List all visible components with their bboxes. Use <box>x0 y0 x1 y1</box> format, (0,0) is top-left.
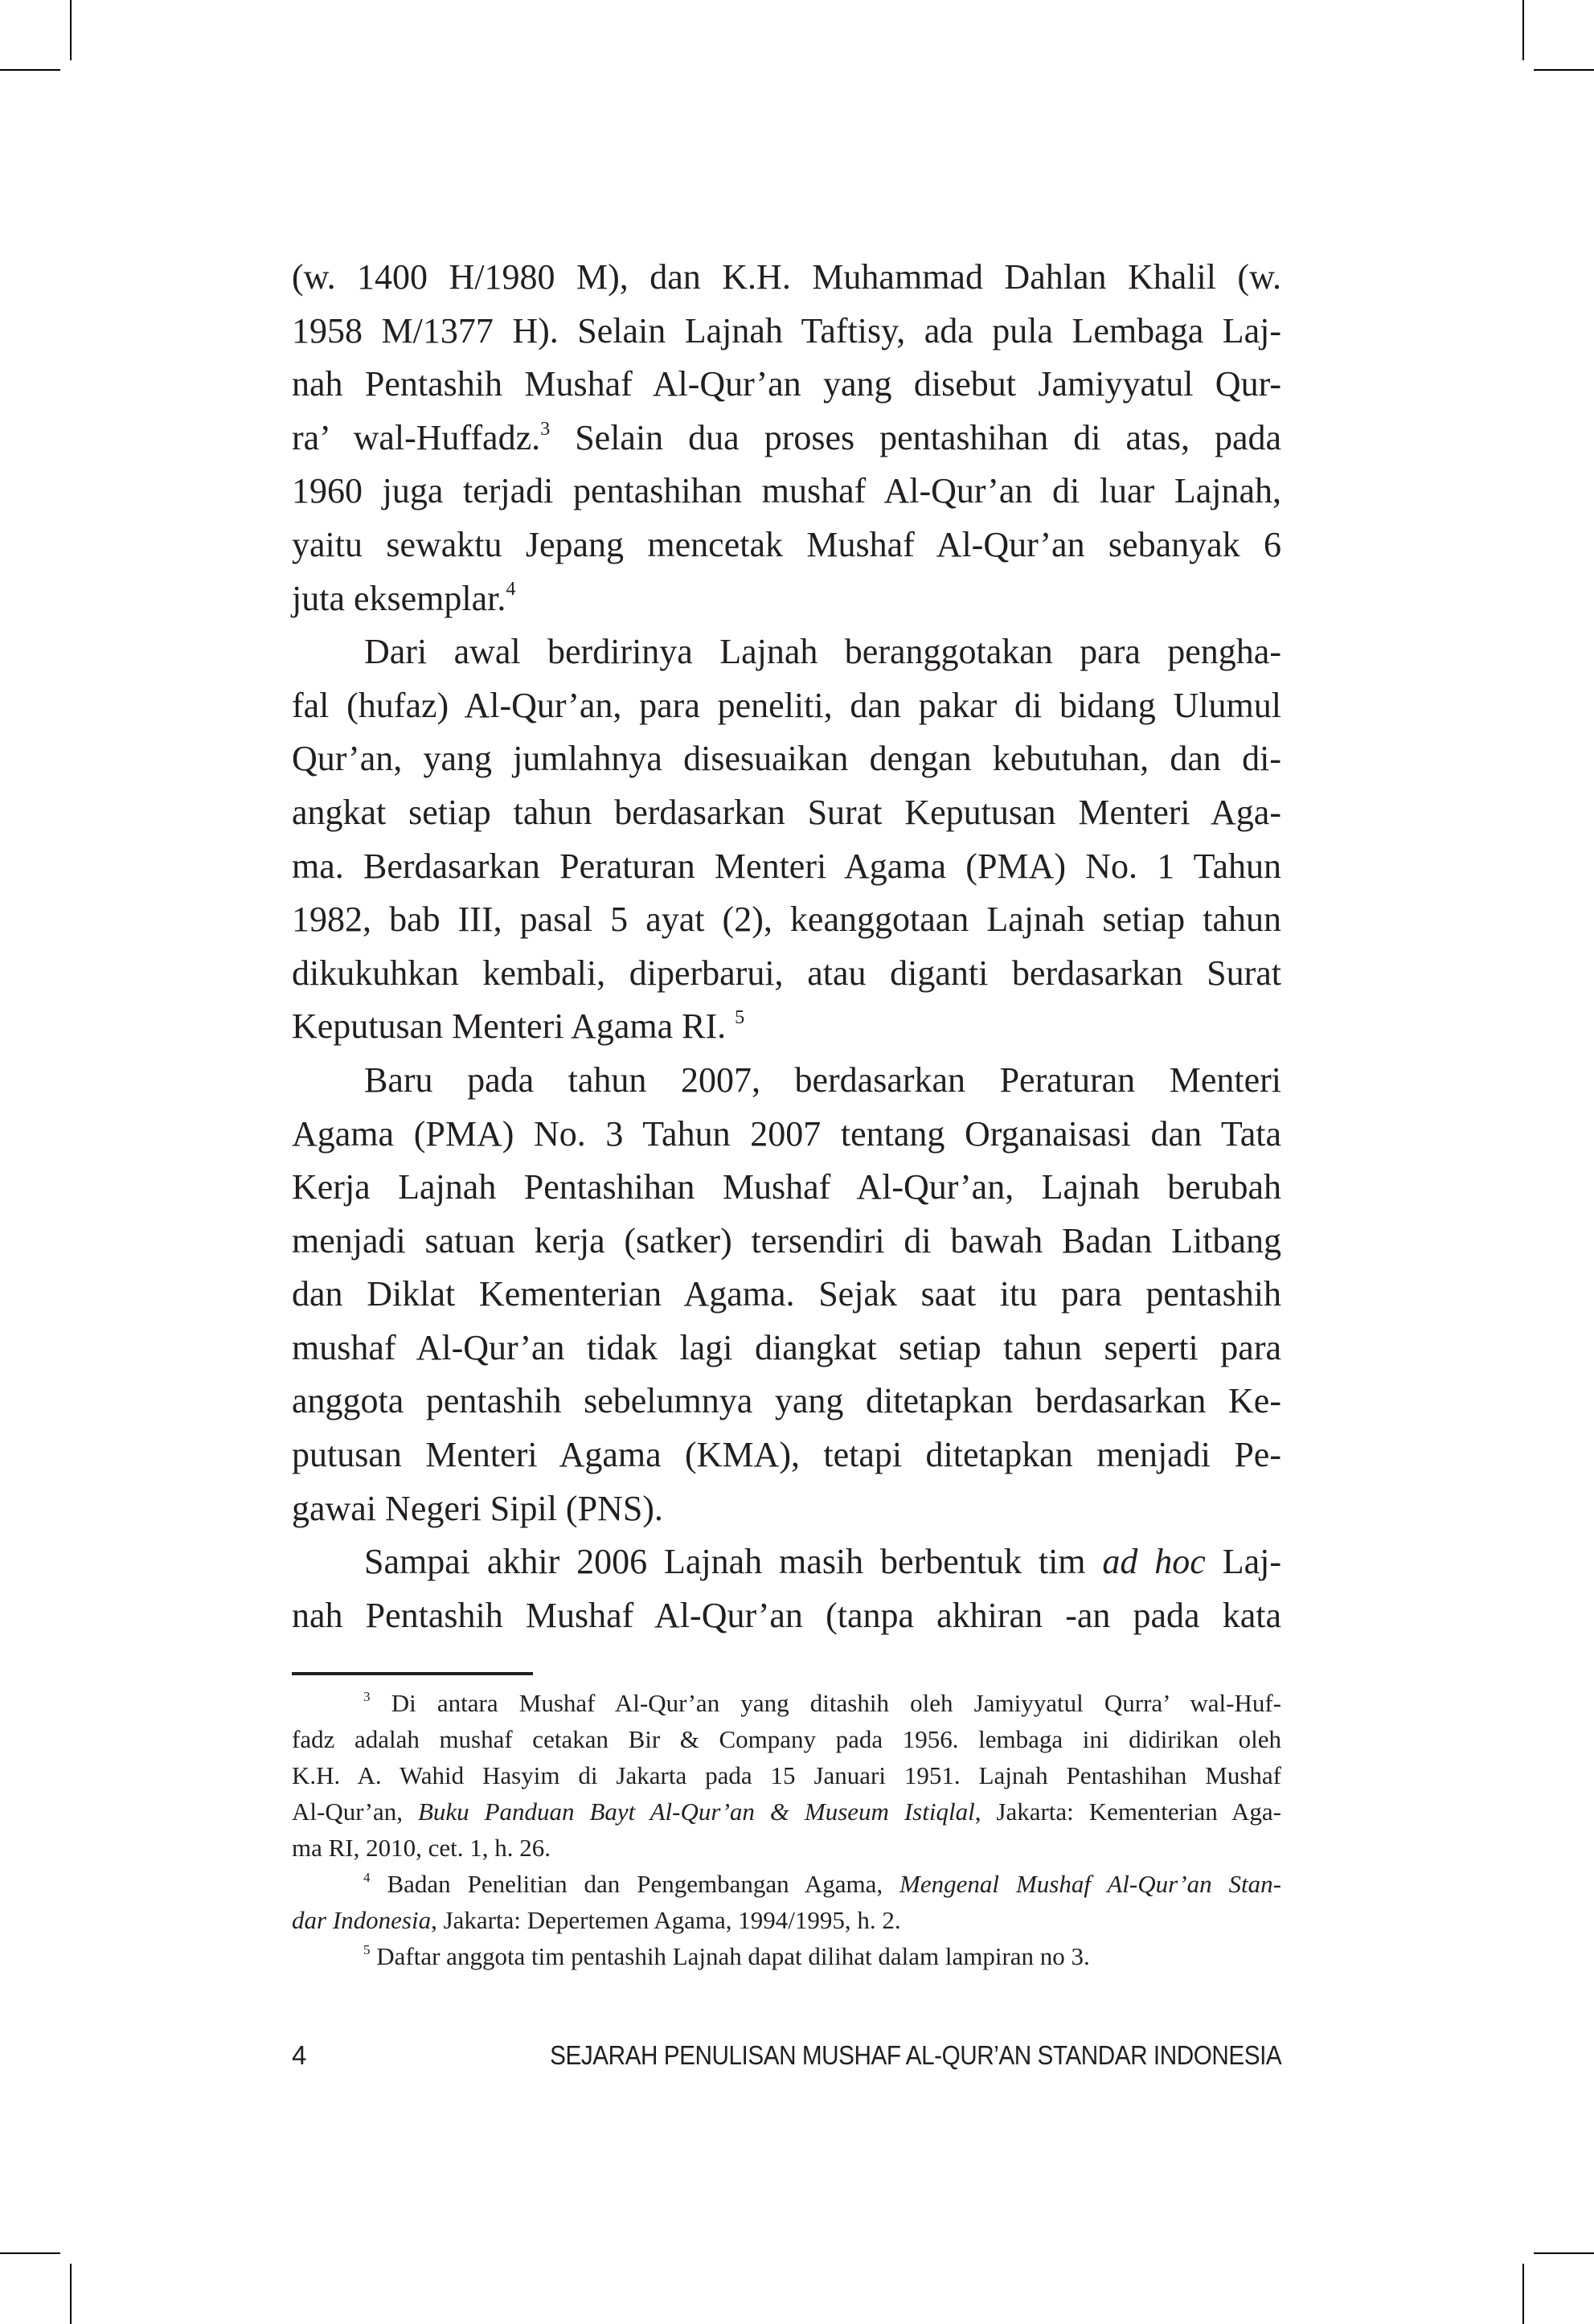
text-line: Kerja Lajnah Pentashihan Mushaf Al-Qur’an, Lajnah berubah <box>292 1167 1281 1207</box>
text-segment: , Jakarta: Kementerian Aga- <box>974 1797 1281 1826</box>
text-line: dan Diklat Kementerian Agama. Sejak saat itu para pentashih <box>292 1274 1281 1314</box>
book-title-italic: Buku Panduan Bayt Al-Qur’an & Museum Istiqlal <box>417 1797 975 1826</box>
footnote-ref-3[interactable]: 3 <box>540 417 551 440</box>
footnote-number: 4 <box>363 1870 371 1886</box>
text-line: anggota pentashih sebelumnya yang ditetapkan berdasarkan Ke- <box>292 1381 1281 1421</box>
text-segment: , Jakarta: Depertemen Agama, 1994/1995, h. 2. <box>431 1906 901 1934</box>
italic-term: ad hoc <box>1102 1542 1206 1582</box>
text-segment: Selain dua proses pentashihan di atas, pada <box>550 417 1282 457</box>
footnote-ref-4[interactable]: 4 <box>506 578 516 600</box>
text-segment: Laj- <box>1205 1542 1281 1582</box>
text-line: dikukuhkan kembali, diperbarui, atau diganti berdasarkan Surat <box>292 953 1281 993</box>
text-line <box>292 1866 1281 1902</box>
text-segment: Badan Penelitian dan Pengembangan Agama, <box>370 1870 900 1898</box>
paragraph-4 <box>292 1535 1281 1642</box>
text-line: (w. 1400 H/1980 M), dan K.H. Muhammad Dahlan Khalil (w. <box>292 257 1281 297</box>
crop-mark-top-right-horizontal <box>1534 69 1594 71</box>
text-line: menjadi satuan kerja (satker) tersendiri di bawah Badan Litbang <box>292 1220 1281 1260</box>
text-segment: Sampai akhir 2006 Lajnah masih berbentuk tim <box>364 1542 1103 1582</box>
crop-mark-bottom-left-horizontal <box>0 2252 60 2254</box>
text-line: fadz adalah mushaf cetakan Bir & Company pada 1956. lembaga ini didirikan oleh <box>292 1725 1281 1753</box>
paragraph-2 <box>292 625 1281 1054</box>
crop-mark-bottom-right-horizontal <box>1534 2252 1594 2254</box>
text-segment: juta eksemplar. <box>292 578 506 618</box>
paragraph-1 <box>292 251 1281 625</box>
text-line: putusan Menteri Agama (KMA), tetapi ditetapkan menjadi Pe- <box>292 1435 1281 1475</box>
text-segment: Keputusan Menteri Agama RI. <box>292 1006 736 1047</box>
text-line: gawai Negeri Sipil (PNS). <box>292 1488 663 1528</box>
text-segment: Daftar anggota tim pentashih Lajnah dapat dilihat dalam lampiran no 3. <box>370 1942 1090 1970</box>
text-line <box>292 1535 1281 1589</box>
footnote-ref-5[interactable]: 5 <box>735 1006 745 1029</box>
running-footer <box>292 2040 1281 2076</box>
page-number: 4 <box>292 2040 307 2070</box>
text-line: fal (hufaz) Al-Qur’an, para peneliti, dan pakar di bidang Ulumul <box>292 685 1281 725</box>
text-line <box>292 1902 1281 1938</box>
text-segment: Al-Qur’an, <box>292 1797 418 1826</box>
text-line <box>292 1685 1281 1721</box>
text-line: ma. Berdasarkan Peraturan Menteri Agama (PMA) No. 1 Tahun <box>292 846 1281 886</box>
text-line: Baru pada tahun 2007, berdasarkan Peraturan Menteri <box>364 1060 1281 1100</box>
text-line: 1982, bab III, pasal 5 ayat (2), keanggotaan Lajnah setiap tahun <box>292 900 1281 940</box>
text-line: K.H. A. Wahid Hasyim di Jakarta pada 15 Januari 1951. Lajnah Pentashihan Mushaf <box>292 1761 1281 1789</box>
text-line: Dari awal berdirinya Lajnah beranggotakan para pengha- <box>364 632 1281 672</box>
text-line: Agama (PMA) No. 3 Tahun 2007 tentang Organaisasi dan Tata <box>292 1113 1281 1154</box>
text-line: nah Pentashih Mushaf Al-Qur’an yang disebut Jamiyyatul Qur- <box>292 364 1281 404</box>
crop-mark-top-right-vertical <box>1522 0 1524 60</box>
text-line: ma RI, 2010, cet. 1, h. 26. <box>292 1834 551 1862</box>
text-line: nah Pentashih Mushaf Al-Qur’an (tanpa akhiran -an pada kata <box>292 1595 1281 1635</box>
crop-mark-bottom-left-vertical <box>70 2264 72 2324</box>
footnote-number: 3 <box>363 1689 371 1705</box>
text-line <box>292 412 1281 465</box>
text-segment: Di antara Mushaf Al-Qur’an yang ditashih oleh Jamiyyatul Qurra’ wal-Huf- <box>370 1689 1281 1717</box>
crop-mark-top-left-vertical <box>70 0 72 60</box>
text-line: 1960 juga terjadi pentashihan mushaf Al-Qur’an di luar Lajnah, <box>292 471 1281 511</box>
text-line: angkat setiap tahun berdasarkan Surat Keputusan Menteri Aga- <box>292 792 1281 832</box>
footnote-5 <box>292 1938 1281 1974</box>
footnote-number: 5 <box>363 1942 371 1958</box>
book-title: SEJARAH PENULISAN MUSHAF AL-QUR’AN STANDAR INDONESIA <box>549 2040 1281 2070</box>
crop-mark-bottom-right-vertical <box>1522 2264 1524 2324</box>
footnote-3 <box>292 1685 1281 1866</box>
text-line: yaitu sewaktu Jepang mencetak Mushaf Al-Qur’an sebanyak 6 <box>292 524 1281 564</box>
paragraph-3 <box>292 1054 1281 1535</box>
footnote-separator <box>292 1672 533 1675</box>
text-line: Qur’an, yang jumlahnya disesuaikan dengan kebutuhan, dan di- <box>292 739 1281 779</box>
text-line <box>292 1000 1281 1054</box>
footnotes <box>292 1685 1281 1974</box>
text-line <box>292 572 1281 626</box>
text-line: 1958 M/1377 H). Selain Lajnah Taftisy, ada pula Lembaga Laj- <box>292 310 1281 350</box>
text-line: mushaf Al-Qur’an tidak lagi diangkat setiap tahun seperti para <box>292 1327 1281 1367</box>
text-segment: ra’ wal-Huffadz. <box>292 417 541 457</box>
footnote-4 <box>292 1866 1281 1938</box>
text-line <box>292 1793 1281 1830</box>
book-title-italic: Mengenal Mushaf Al-Qur’an Stan- <box>899 1870 1281 1898</box>
crop-mark-top-left-horizontal <box>0 69 60 71</box>
text-line <box>292 1938 1281 1974</box>
book-title-italic: dar Indonesia <box>292 1906 432 1934</box>
body-text <box>292 251 1281 1642</box>
